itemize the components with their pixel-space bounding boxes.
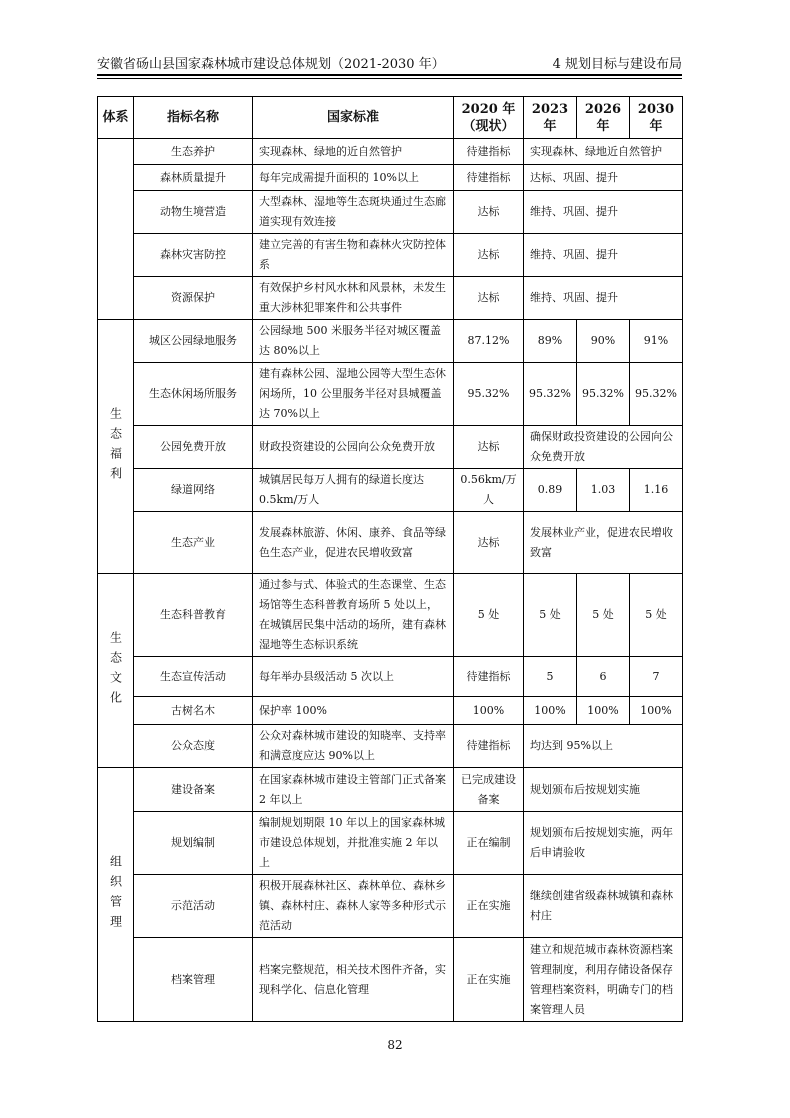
table-row — [98, 938, 683, 1022]
indicator-name-cell: 规划编制 — [134, 812, 253, 875]
value-2020-cell: 待建指标 — [454, 657, 524, 697]
indicator-name-cell: 示范活动 — [134, 875, 253, 938]
table-row — [98, 165, 683, 191]
category-cell — [98, 139, 134, 320]
target-cell: 均达到 95%以上 — [524, 725, 683, 768]
value-2020-cell: 达标 — [454, 426, 524, 469]
document-title: 安徽省砀山县国家森林城市建设总体规划（2021-2030 年） — [97, 57, 445, 72]
standard-cell: 通过参与式、体验式的生态课堂、生态场馆等生态科普教育场所 5 处以上，在城镇居民集中活动的场所，建有森林湿地等生态标识系统 — [253, 574, 454, 657]
indicator-name-cell: 公众态度 — [134, 725, 253, 768]
target-cell: 继续创建省级森林城镇和森林村庄 — [524, 875, 683, 938]
header-2023: 2023 年 — [524, 97, 577, 139]
standard-cell: 发展森林旅游、休闲、康养、食品等绿色生态产业，促进农民增收致富 — [253, 512, 454, 574]
standard-cell: 公众对森林城市建设的知晓率、支持率和满意度应达 90%以上 — [253, 725, 454, 768]
indicator-name-cell: 动物生境营造 — [134, 191, 253, 234]
table-row — [98, 320, 683, 363]
target-cell: 建立和规范城市森林资源档案管理制度，利用存储设备保存管理档案资料，明确专门的档案管理人员 — [524, 938, 683, 1022]
value-2020-cell: 0.56km/万人 — [454, 469, 524, 512]
standard-cell: 在国家森林城市建设主管部门正式备案 2 年以上 — [253, 768, 454, 812]
value-2020-cell: 达标 — [454, 277, 524, 320]
value-2020-cell: 正在实施 — [454, 875, 524, 938]
table-row — [98, 812, 683, 875]
value-2023-cell: 89% — [524, 320, 577, 363]
value-2026-cell: 6 — [577, 657, 630, 697]
chapter-title: 4 规划目标与建设布局 — [552, 57, 682, 72]
target-cell: 规划颁布后按规划实施 — [524, 768, 683, 812]
target-cell: 维持、巩固、提升 — [524, 191, 683, 234]
indicator-name-cell: 森林质量提升 — [134, 165, 253, 191]
standard-cell: 编制规划期限 10 年以上的国家森林城市建设总体规划，并批准实施 2 年以上 — [253, 812, 454, 875]
standard-cell: 建立完善的有害生物和森林火灾防控体系 — [253, 234, 454, 277]
indicator-name-cell: 生态产业 — [134, 512, 253, 574]
value-2020-cell: 达标 — [454, 191, 524, 234]
standard-cell: 建有森林公园、湿地公园等大型生态休闲场所，10 公里服务半径对县城覆盖达 70%以上 — [253, 363, 454, 426]
value-2023-cell: 5 处 — [524, 574, 577, 657]
header-2026: 2026 年 — [577, 97, 630, 139]
indicator-name-cell: 城区公园绿地服务 — [134, 320, 253, 363]
indicator-table — [97, 96, 683, 1022]
value-2030-cell: 5 处 — [630, 574, 683, 657]
value-2026-cell: 1.03 — [577, 469, 630, 512]
table-row — [98, 469, 683, 512]
category-cell: 组织管理 — [98, 768, 134, 1022]
table-row — [98, 657, 683, 697]
value-2020-cell: 达标 — [454, 512, 524, 574]
indicator-name-cell: 公园免费开放 — [134, 426, 253, 469]
table-row — [98, 697, 683, 725]
header-name: 指标名称 — [134, 97, 253, 139]
table-row — [98, 574, 683, 657]
target-cell: 维持、巩固、提升 — [524, 234, 683, 277]
value-2020-cell: 5 处 — [454, 574, 524, 657]
standard-cell: 公园绿地 500 米服务半径对城区覆盖达 80%以上 — [253, 320, 454, 363]
standard-cell: 有效保护乡村风水林和风景林，未发生重大涉林犯罪案件和公共事件 — [253, 277, 454, 320]
indicator-name-cell: 资源保护 — [134, 277, 253, 320]
header-standard: 国家标准 — [253, 97, 454, 139]
target-cell: 确保财政投资建设的公园向公众免费开放 — [524, 426, 683, 469]
indicator-name-cell: 森林灾害防控 — [134, 234, 253, 277]
indicator-name-cell: 建设备案 — [134, 768, 253, 812]
standard-cell: 每年完成需提升面积的 10%以上 — [253, 165, 454, 191]
header-2020: 2020 年（现状） — [454, 97, 524, 139]
indicator-name-cell: 生态科普教育 — [134, 574, 253, 657]
standard-cell: 积极开展森林社区、森林单位、森林乡镇、森林村庄、森林人家等多种形式示范活动 — [253, 875, 454, 938]
standard-cell: 财政投资建设的公园向公众免费开放 — [253, 426, 454, 469]
header-2030: 2030 年 — [630, 97, 683, 139]
table-row — [98, 426, 683, 469]
value-2020-cell: 待建指标 — [454, 139, 524, 165]
value-2030-cell: 100% — [630, 697, 683, 725]
category-cell: 生态福利 — [98, 320, 134, 574]
table-row — [98, 234, 683, 277]
standard-cell: 档案完整规范，相关技术图件齐备，实现科学化、信息化管理 — [253, 938, 454, 1022]
standard-cell: 城镇居民每万人拥有的绿道长度达 0.5km/万人 — [253, 469, 454, 512]
target-cell: 维持、巩固、提升 — [524, 277, 683, 320]
table-row — [98, 875, 683, 938]
standard-cell: 每年举办县级活动 5 次以上 — [253, 657, 454, 697]
value-2023-cell: 100% — [524, 697, 577, 725]
standard-cell: 实现森林、绿地的近自然管护 — [253, 139, 454, 165]
standard-cell: 保护率 100% — [253, 697, 454, 725]
table-row — [98, 139, 683, 165]
value-2026-cell: 5 处 — [577, 574, 630, 657]
value-2020-cell: 达标 — [454, 234, 524, 277]
header-rule-thin — [97, 78, 682, 79]
value-2030-cell: 91% — [630, 320, 683, 363]
indicator-name-cell: 生态养护 — [134, 139, 253, 165]
page-number: 82 — [387, 1038, 403, 1052]
value-2026-cell: 100% — [577, 697, 630, 725]
indicator-name-cell: 生态休闲场所服务 — [134, 363, 253, 426]
target-cell: 达标、巩固、提升 — [524, 165, 683, 191]
value-2020-cell: 87.12% — [454, 320, 524, 363]
table-row — [98, 725, 683, 768]
page-header — [97, 50, 682, 72]
value-2020-cell: 待建指标 — [454, 165, 524, 191]
value-2026-cell: 90% — [577, 320, 630, 363]
target-cell: 发展林业产业，促进农民增收致富 — [524, 512, 683, 574]
value-2020-cell: 95.32% — [454, 363, 524, 426]
value-2023-cell: 95.32% — [524, 363, 577, 426]
table-row — [98, 191, 683, 234]
table-row — [98, 768, 683, 812]
category-cell: 生态文化 — [98, 574, 134, 768]
header-system: 体系 — [98, 97, 134, 139]
standard-cell: 大型森林、湿地等生态斑块通过生态廊道实现有效连接 — [253, 191, 454, 234]
value-2020-cell: 正在实施 — [454, 938, 524, 1022]
target-cell: 规划颁布后按规划实施，两年后申请验收 — [524, 812, 683, 875]
target-cell: 实现森林、绿地近自然管护 — [524, 139, 683, 165]
table-row — [98, 277, 683, 320]
indicator-name-cell: 档案管理 — [134, 938, 253, 1022]
value-2030-cell: 95.32% — [630, 363, 683, 426]
value-2023-cell: 0.89 — [524, 469, 577, 512]
value-2020-cell: 正在编制 — [454, 812, 524, 875]
value-2030-cell: 7 — [630, 657, 683, 697]
indicator-name-cell: 生态宣传活动 — [134, 657, 253, 697]
indicator-name-cell: 古树名木 — [134, 697, 253, 725]
value-2023-cell: 5 — [524, 657, 577, 697]
table-body — [98, 139, 683, 1022]
value-2030-cell: 1.16 — [630, 469, 683, 512]
indicator-name-cell: 绿道网络 — [134, 469, 253, 512]
table-header-row — [98, 97, 683, 139]
value-2020-cell: 100% — [454, 697, 524, 725]
value-2026-cell: 95.32% — [577, 363, 630, 426]
table-row — [98, 512, 683, 574]
header-rule — [97, 74, 682, 76]
value-2020-cell: 待建指标 — [454, 725, 524, 768]
value-2020-cell: 已完成建设备案 — [454, 768, 524, 812]
table-row — [98, 363, 683, 426]
